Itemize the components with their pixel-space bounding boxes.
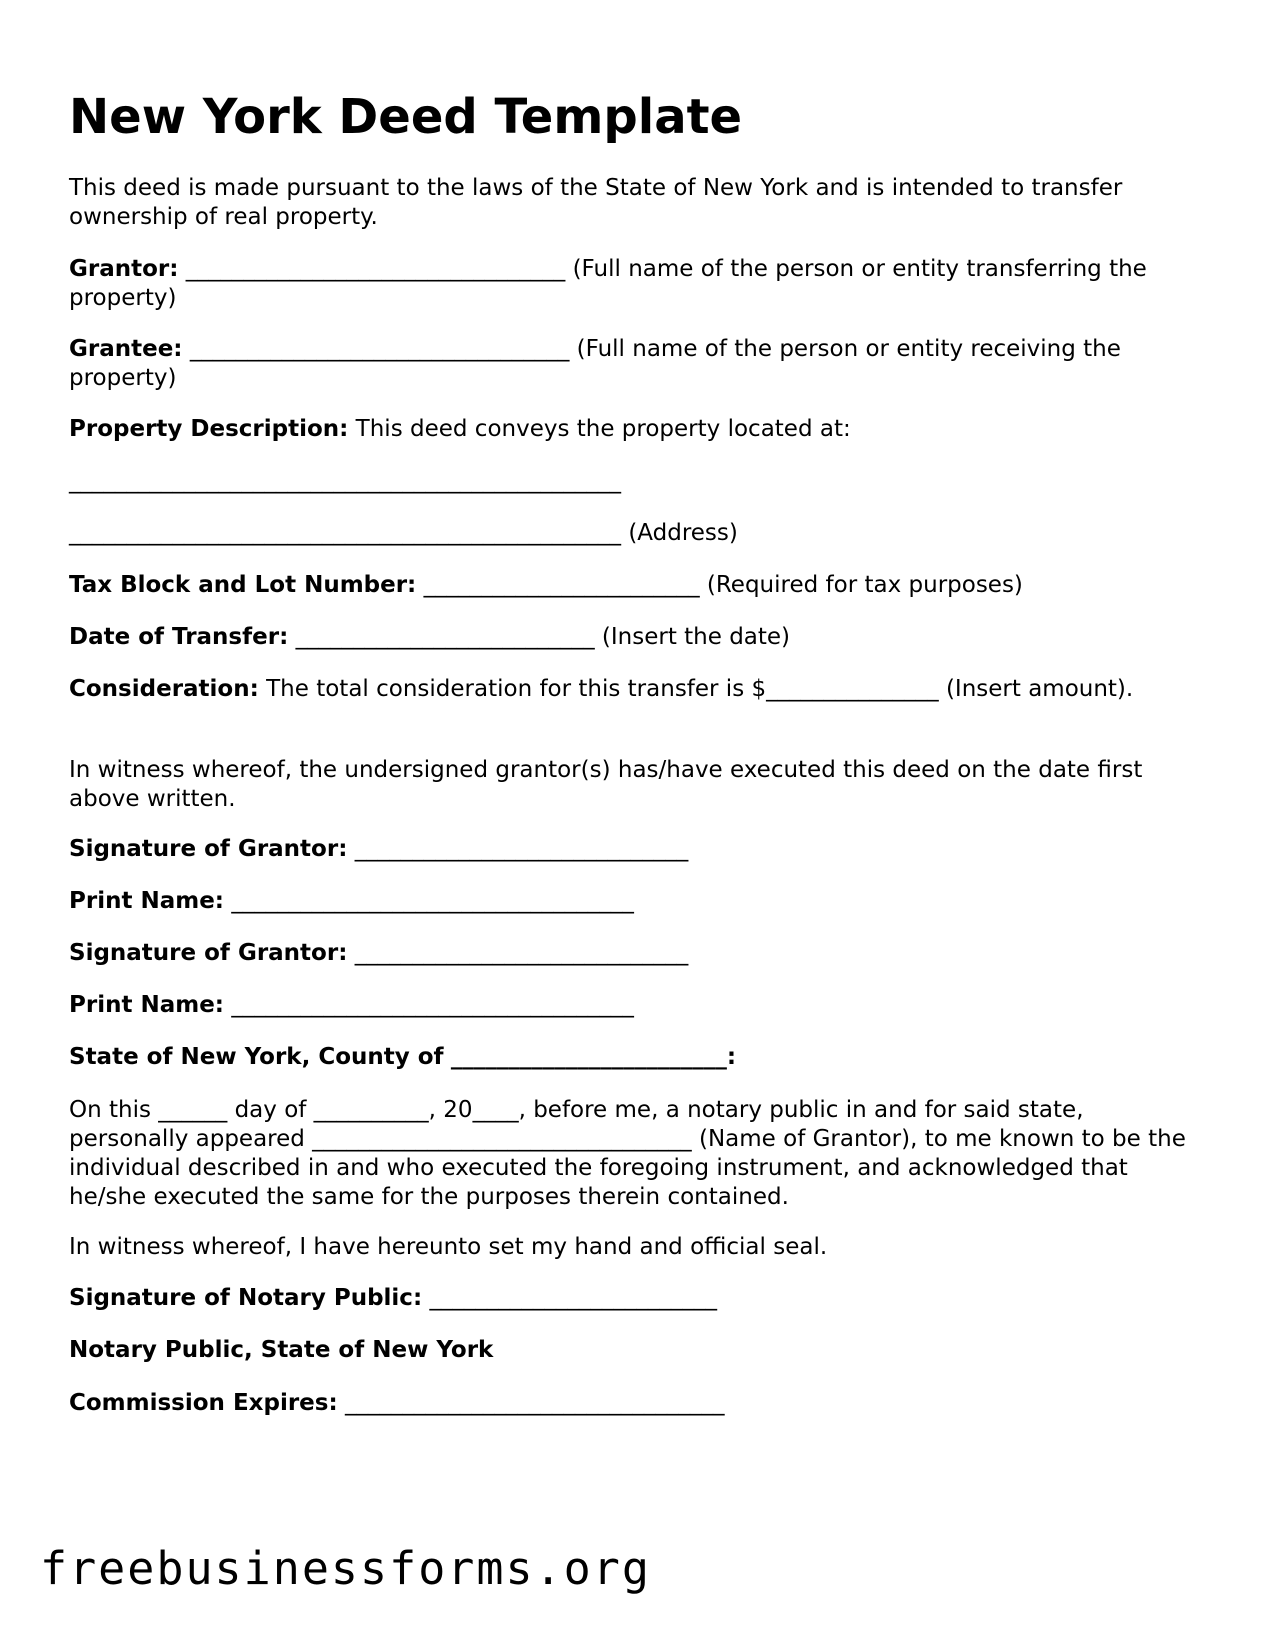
date-transfer-label: Date of Transfer: — [69, 624, 289, 650]
print-name-blank: ___________________________________ — [231, 888, 634, 914]
grantor-field — [69, 255, 1199, 313]
tax-label: Tax Block and Lot Number: — [69, 572, 417, 598]
consideration-label: Consideration: — [69, 676, 259, 702]
grantor-signature-1 — [69, 835, 1199, 864]
grantor-note: (Full name of the person or entity transferring the property) — [69, 256, 1147, 311]
commission-expires-field — [69, 1389, 1199, 1418]
consideration-field — [69, 675, 1199, 704]
grantee-blank: _________________________________ — [189, 336, 570, 362]
address-blank-2: ________________________________________________ — [69, 520, 621, 546]
print-name-2 — [69, 991, 1199, 1020]
address-blank-1: ________________________________________________ — [69, 468, 621, 494]
notary-state-line — [69, 1336, 1199, 1365]
tax-blank: ________________________ — [423, 572, 700, 598]
grantor-blank: _________________________________ — [185, 256, 566, 282]
grantee-field — [69, 335, 1199, 393]
witness-paragraph-grantor: In witness whereof, the undersigned grantor(s) has/have executed this deed on the date first above written. — [69, 757, 1143, 812]
county-blank: ________________________ — [450, 1044, 727, 1070]
signature-label: Signature of Grantor: — [69, 940, 348, 966]
print-name-1 — [69, 887, 1199, 916]
county-label: State of New York, County of — [69, 1044, 444, 1070]
tax-note: (Required for tax purposes) — [706, 572, 1023, 598]
consideration-text: The total consideration for this transfer is $_______________ (Insert amount). — [266, 676, 1134, 702]
notary-acknowledgment-paragraph: On this ______ day of __________, 20____, before me, a notary public in and for said state, personally appeared _________________________________ (Name of Grantor), to me known to be the individual described in and who executed the foregoing instrument, and acknowledged that he/she executed the same for the purposes therein contained. — [69, 1097, 1186, 1210]
date-of-transfer-field — [69, 623, 1199, 652]
date-transfer-note: (Insert the date) — [601, 624, 791, 650]
notary-signature-label: Signature of Notary Public: — [69, 1285, 423, 1311]
notary-signature-blank: _________________________ — [429, 1285, 717, 1311]
county-colon: : — [726, 1044, 737, 1070]
commission-label: Commission Expires: — [69, 1390, 338, 1416]
property-text: This deed conveys the property located at: — [355, 416, 851, 442]
property-label: Property Description: — [69, 416, 349, 442]
grantee-label: Grantee: — [69, 336, 183, 362]
property-address-line-1 — [69, 467, 1199, 496]
property-description — [69, 415, 1199, 444]
witness-paragraph-notary: In witness whereof, I have hereunto set my hand and official seal. — [69, 1234, 828, 1260]
grantee-note: (Full name of the person or entity receiving the property) — [69, 336, 1121, 391]
notary-state-label: Notary Public, State of New York — [69, 1337, 494, 1363]
grantor-label: Grantor: — [69, 256, 179, 282]
commission-blank: _________________________________ — [344, 1390, 725, 1416]
signature-blank: _____________________________ — [354, 836, 689, 862]
address-note: (Address) — [628, 520, 738, 546]
intro-paragraph: This deed is made pursuant to the laws of the State of New York and is intended to transfer ownership of real property. — [69, 175, 1123, 230]
signature-blank: _____________________________ — [354, 940, 689, 966]
property-address-line-2 — [69, 519, 1199, 548]
date-transfer-blank: __________________________ — [295, 624, 595, 650]
print-name-label: Print Name: — [69, 992, 224, 1018]
print-name-label: Print Name: — [69, 888, 224, 914]
document-title: New York Deed Template — [69, 89, 743, 145]
tax-block-field — [69, 571, 1199, 600]
footer-watermark: freebusinessforms.org — [40, 1542, 651, 1595]
county-field — [69, 1043, 1199, 1072]
grantor-signature-2 — [69, 939, 1199, 968]
signature-label: Signature of Grantor: — [69, 836, 348, 862]
print-name-blank: ___________________________________ — [231, 992, 634, 1018]
notary-signature-field — [69, 1284, 1199, 1313]
